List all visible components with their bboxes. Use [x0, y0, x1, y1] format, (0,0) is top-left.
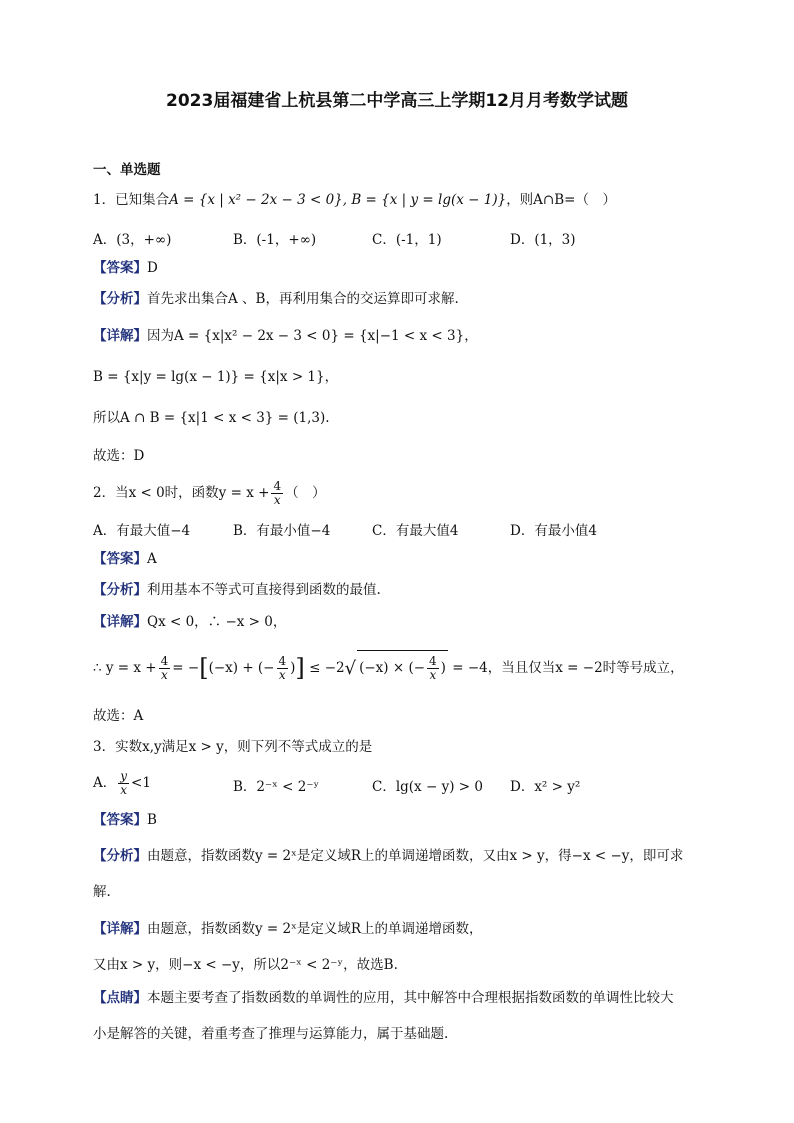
q1-detail-line3: 所以A ∩ B = {x|1 < x < 3} = (1,3).	[93, 410, 330, 426]
detail-tag: 【详解】	[93, 328, 147, 344]
q3-comment-line2: 小是解答的关键，着重考查了推理与运算能力，属于基础题.	[93, 1026, 449, 1042]
q1-detail-line1: 因为A = {x|x² − 2x − 3 < 0} = {x|−1 < x < 3}，	[147, 328, 478, 344]
q1-option-b: B．(-1，+∞)	[233, 232, 317, 248]
q3-comment	[93, 988, 674, 1008]
q1-analysis	[93, 289, 459, 309]
q2-detail-frac-num: 4	[160, 654, 169, 668]
q2-option-c: C．有最大值4	[372, 523, 459, 539]
q2-fraction-den: x	[273, 493, 281, 507]
q3-option-a	[93, 768, 151, 798]
analysis-tag: 【分析】	[93, 848, 147, 864]
q2-detail	[93, 612, 286, 632]
q3-option-a-den: x	[120, 783, 128, 797]
q3-stem: 3．实数x,y满足x > y，则下列不等式成立的是	[93, 739, 373, 755]
analysis-tag: 【分析】	[93, 291, 147, 307]
q3-detail-line2: 又由x > y，则−x < −y，所以2⁻ˣ < 2⁻ʸ，故选B.	[93, 957, 398, 973]
q1-answer	[93, 258, 158, 278]
analysis-tag: 【分析】	[93, 582, 147, 598]
q2-answer	[93, 549, 157, 569]
q2-detail-expr-c: (−x) + (−	[208, 660, 275, 676]
q2-detail-expr-h: = −4，当且仅当x = −2时等号成立，	[452, 660, 684, 676]
q2-option-d: D．有最小值4	[510, 523, 597, 539]
q2-option-b: B．有最小值−4	[233, 523, 331, 539]
q2-stem-prefix: 2．当x < 0时，函数y = x +	[93, 485, 270, 501]
q2-fraction-num: 4	[273, 479, 282, 493]
q2-detail-expr-e: ≤ −2	[309, 660, 345, 676]
q2-answer-value: A	[147, 551, 157, 567]
q1-choose: 故选：D	[93, 448, 145, 464]
q3-comment-line1: 本题主要考查了指数函数的单调性的应用，其中解答中合理根据指数函数的单调性比较大	[147, 990, 674, 1006]
detail-tag: 【详解】	[93, 921, 147, 937]
q3-answer-value: B	[147, 812, 157, 828]
q3-answer	[93, 810, 157, 830]
q3-option-b: B．2⁻ˣ < 2⁻ʸ	[233, 779, 320, 795]
q1-detail	[93, 326, 478, 346]
answer-tag: 【答案】	[93, 260, 147, 276]
detail-tag: 【详解】	[93, 614, 147, 630]
q2-detail-expr-f: (−x) × (−	[359, 660, 426, 676]
q2-detail-frac2-den: x	[278, 668, 286, 682]
q2-fraction	[271, 480, 283, 507]
q2-detail-line2: ∴ y = x + $\frac{4}{x}$ = −[(−x) + (− $\frac{4}{x}$ )] ≤ −2√ (−x) × (− $\frac{4}{x}$ ) = −4，当且仅当x = −2时等号成立，	[93, 650, 684, 686]
q3-option-a-suffix: <1	[131, 775, 151, 791]
q2-detail-expr-b: = −	[172, 660, 200, 676]
q2-stem	[93, 478, 326, 508]
q1-stem-suffix: ，则A∩B=（ ）	[506, 192, 616, 208]
q1-analysis-text: 首先求出集合A 、B，再利用集合的交运算即可求解.	[147, 291, 459, 307]
q1-detail-line2: B = {x|y = lg(x − 1)} = {x|x > 1}，	[93, 369, 339, 385]
q2-detail-frac3-num: 4	[429, 654, 437, 668]
q1-option-c: C．(-1，1)	[372, 232, 442, 248]
q2-detail-line1: Qx < 0，∴ −x > 0，	[147, 614, 287, 630]
answer-tag: 【答案】	[93, 551, 147, 567]
q3-analysis-line1: 由题意，指数函数y = 2ˣ是定义域R上的单调递增函数，又由x > y，得−x < −y，即可求	[147, 848, 684, 864]
q3-option-d: D．x² > y²	[510, 779, 581, 795]
q1-option-d: D．(1，3)	[510, 232, 576, 248]
q3-detail-line1: 由题意，指数函数y = 2ˣ是定义域R上的单调递增函数，	[147, 921, 483, 937]
section-heading: 一、单选题	[93, 162, 161, 178]
q2-option-a: A．有最大值−4	[93, 523, 191, 539]
q3-option-a-num: y	[120, 769, 128, 783]
q1-stem-prefix: 1．已知集合	[93, 192, 170, 208]
q2-choose: 故选：A	[93, 708, 144, 724]
q2-stem-suffix: （ ）	[285, 485, 326, 501]
q2-analysis	[93, 580, 381, 600]
q3-analysis-line2: 解.	[93, 884, 111, 900]
sqrt-icon: √	[344, 658, 357, 679]
q2-detail-frac-den: x	[161, 668, 168, 682]
q2-detail-expr-a: ∴ y = x +	[93, 660, 157, 676]
answer-tag: 【答案】	[93, 812, 147, 828]
q2-detail-radicand	[357, 650, 448, 685]
q3-option-a-prefix: A．	[93, 775, 117, 791]
comment-tag: 【点睛】	[93, 990, 147, 1006]
q3-analysis	[93, 846, 683, 866]
page-title: 2023届福建省上杭县第二中学高三上学期12月月考数学试题	[166, 91, 628, 111]
q2-detail-frac3-den: x	[429, 668, 437, 682]
q1-answer-value: D	[147, 260, 158, 276]
q2-detail-frac2-num: 4	[278, 654, 287, 668]
q2-detail-expr-d: )	[290, 660, 296, 676]
q1-stem	[93, 190, 616, 210]
q3-detail	[93, 919, 483, 939]
q1-stem-math: A = {x | x² − 2x − 3 < 0}, B = {x | y = lg(x − 1)}	[169, 192, 507, 208]
q3-option-c: C．lg(x − y) > 0	[372, 779, 483, 795]
q1-option-a: A．(3，+∞)	[93, 232, 172, 248]
q2-analysis-text: 利用基本不等式可直接得到函数的最值.	[147, 582, 381, 598]
q2-detail-expr-g: )	[440, 660, 446, 676]
